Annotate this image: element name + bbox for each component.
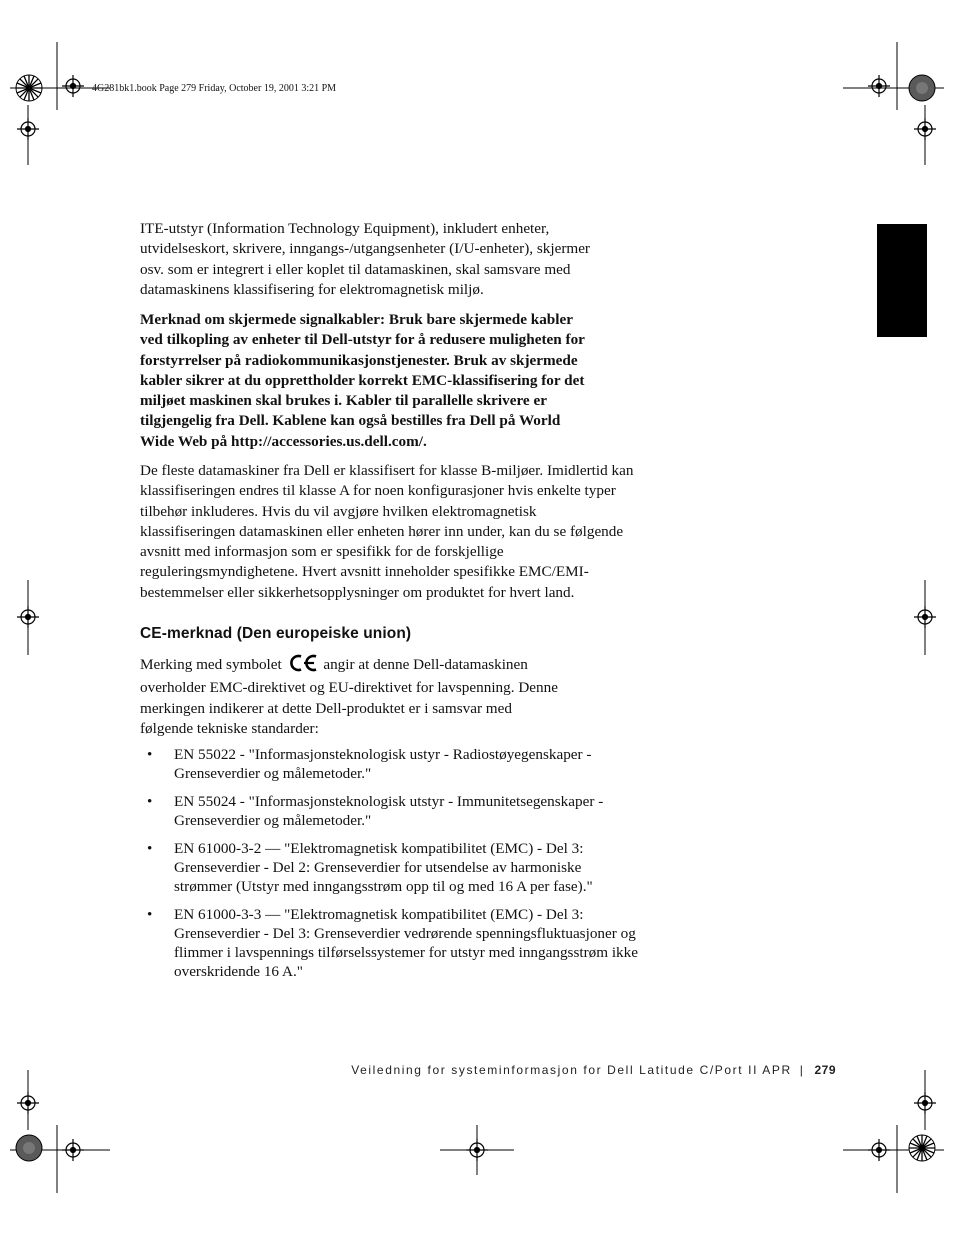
footer-separator: |: [799, 1063, 805, 1077]
list-item: • EN 61000-3-3 — "Elektromagnetisk kompatibilitet (EMC) - Del 3: Grenseverdier - Del 3: Grenseverdier vedrørende spenningsfluktuasjoner og flimmer i lavspennings tilførselssystemer for utstyr med inngangsstrøm ikke overskridende 16 A.": [147, 906, 638, 980]
bullet-marker: •: [147, 906, 153, 923]
page-footer: [351, 1063, 836, 1077]
paragraph-emc-classification: De fleste datamaskiner fra Dell er klassifisert for klasse B-miljøer. Imidlertid kan klassifiseringen endres til klasse A for noen konfigurasjoner hvis enkelte typer tilbehør inkluderes. Hvis du vil avgjøre hvilken elektromagnetisk klassifiseringen datamaskinen eller enheten hører inn under, kan du se følgende avsnitt med informasjon som er spesifikk for de forskjellige reguleringsmyndighetene. Hvert avsnitt inneholder spesifikke EMC/EMI-bestemmelser eller sikkerhetsopplysninger om produktet for hvert land.: [140, 462, 634, 601]
print-info-header: 4G281bk1.book Page 279 Friday, October 19, 2001 3:21 PM: [92, 83, 337, 94]
bullet-marker: •: [147, 746, 153, 763]
paragraph-shielded-cables-note: Merknad om skjermede signalkabler: Bruk bare skjermede kabler ved tilkopling av enheter til Dell-utstyr for å redusere muligheten for forstyrrelser på radiokommunikasjonstjenester. Bruk av skjermede kabler sikrer at du opprettholder korrekt EMC-klassifisering for det miljøet maskinen skal brukes i. Kabler til parallelle skrivere er tilgjengelig fra Dell. Kablene kan også bestilles fra Dell på World Wide Web på http://accessories.us.dell.com/.: [140, 311, 585, 450]
ce-notice-heading: CE-merknad (Den europeiske union): [140, 625, 412, 642]
list-item: • EN 55022 - "Informasjonsteknologisk ustyr - Radiostøyegenskaper - Grenseverdier og målemetoder.": [147, 746, 592, 782]
paragraph-ce-intro: [140, 654, 565, 739]
list-item: • EN 61000-3-2 — "Elektromagnetisk kompatibilitet (EMC) - Del 3: Grenseverdier - Del 2: Grenseverdier for utsendelse av harmoniske strømmer (Utstyr med inngangsstrøm opp til og med 16 A per fase).": [147, 840, 593, 895]
footer-title: Veiledning for systeminformasjon for Dell Latitude C/Port II APR: [351, 1063, 792, 1077]
ce-intro-text-before: Merking med symbolet: [140, 656, 282, 673]
ce-intro-text-after: angir at denne Dell-datamaskinen overholder EMC-direktivet og EU-direktivet for lavspenning. Denne merkingen indikerer at dette Dell-produktet er i samsvar med følgende tekniske standarder:: [140, 656, 558, 737]
page-number: 279: [814, 1063, 836, 1077]
standards-list: [140, 745, 640, 990]
list-item: • EN 55024 - "Informasjonsteknologisk utstyr - Immunitetsegenskaper - Grenseverdier og målemetoder.": [147, 793, 604, 829]
ce-mark-icon: [288, 654, 318, 678]
bullet-marker: •: [147, 840, 153, 857]
bullet-marker: •: [147, 793, 153, 810]
chapter-thumb-tab: [877, 224, 927, 337]
paragraph-ite-equipment: ITE-utstyr (Information Technology Equipment), inkludert enheter, utvidelseskort, skrivere, inngangs-/utgangsenheter (I/U-enheter), skjermer osv. som er integrert i eller koplet til datamaskinen, skal samsvare med datamaskinens klassifisering for elektromagnetisk miljø.: [140, 220, 590, 298]
